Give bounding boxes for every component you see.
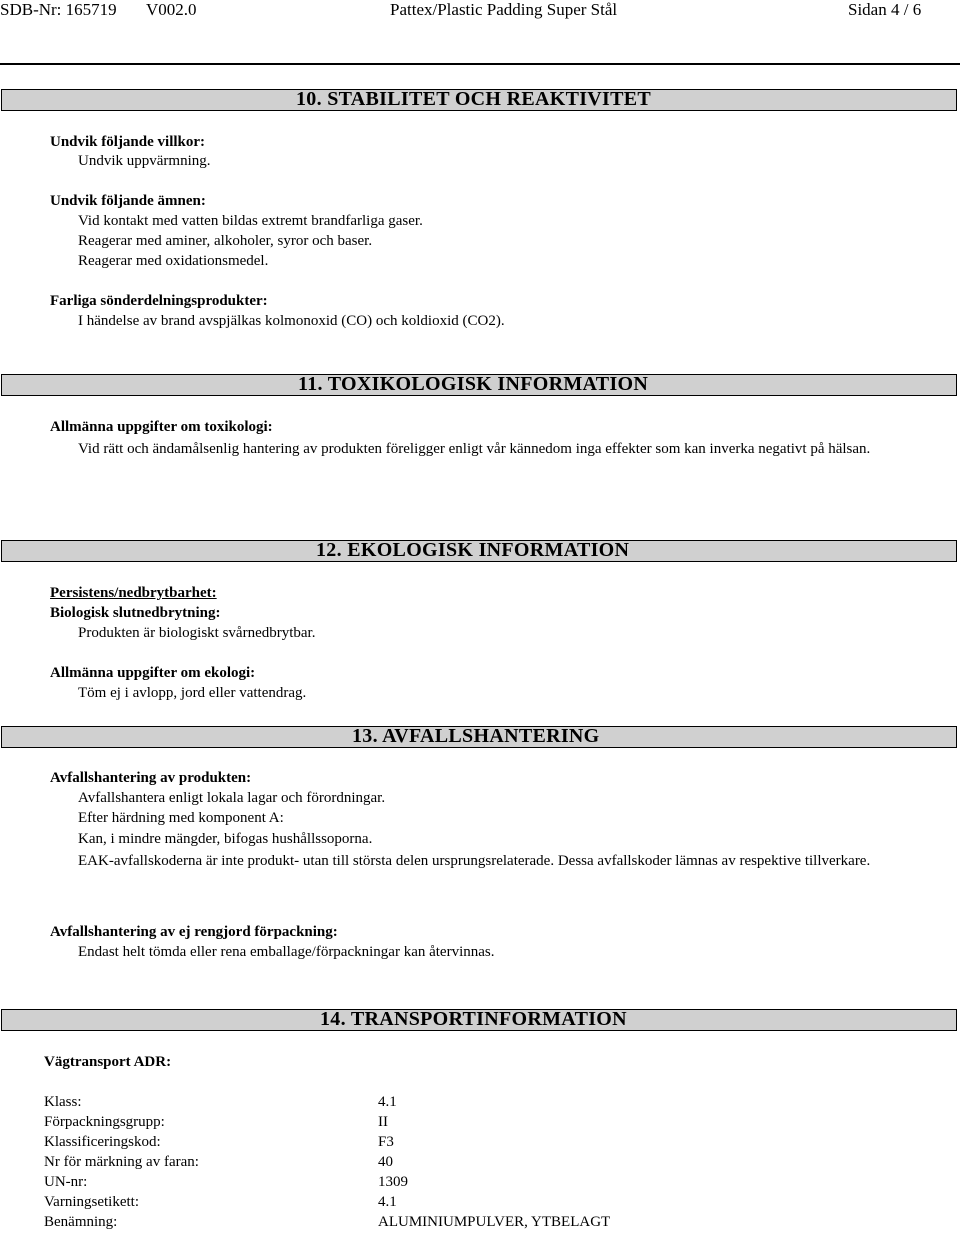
transport-row-value: 4.1: [378, 1194, 397, 1210]
product-name: Pattex/Plastic Padding Super Stål: [390, 0, 618, 19]
section-14-title: 14. TRANSPORTINFORMATION: [320, 1008, 627, 1030]
section-10-title: 10. STABILITET OCH REAKTIVITET: [296, 88, 652, 110]
section-12-title: 12. EKOLOGISK INFORMATION: [316, 539, 630, 561]
avoid-substance-line: Reagerar med aminer, alkoholer, syror och baser.: [78, 233, 373, 249]
transport-row-value: 4.1: [378, 1094, 397, 1110]
avoid-substance-line: Reagerar med oxidationsmedel.: [78, 253, 269, 269]
toxicology-text: Vid rätt och ändamålsenlig hantering av produkten föreligger enligt vår kännedom inga effekter som kan inverka negativt på hälsan.: [78, 441, 871, 457]
section-11-title: 11. TOXIKOLOGISK INFORMATION: [298, 373, 649, 395]
transport-row-value: II: [378, 1114, 388, 1130]
section-13-title: 13. AVFALLSHANTERING: [352, 725, 600, 747]
transport-row-label: Klassificeringskod:: [44, 1134, 161, 1150]
toxicology-label: Allmänna uppgifter om toxikologi:: [50, 419, 273, 435]
biodegradation-text: Produkten är biologiskt svårnedbrytbar.: [78, 625, 316, 641]
eak-text: EAK-avfallskoderna är inte produkt- utan till största delen ursprungsrelaterade. Dessa avfallskoder lämnas av respektive tillverkare.: [78, 853, 871, 869]
waste-product-line: Avfallshantera enligt lokala lagar och förordningar.: [78, 790, 386, 806]
transport-row-value: F3: [378, 1134, 394, 1150]
ecology-label: Allmänna uppgifter om ekologi:: [50, 665, 256, 681]
sdb-number: SDB-Nr: 165719: [0, 0, 117, 19]
transport-row-value: 1309: [378, 1174, 408, 1190]
packaging-label: Avfallshantering av ej rengjord förpackning:: [50, 924, 338, 940]
biodegradation-label: Biologisk slutnedbrytning:: [50, 605, 221, 621]
transport-row-label: Förpackningsgrupp:: [44, 1114, 165, 1130]
transport-row-label: Klass:: [44, 1094, 82, 1110]
transport-row-label: Varningsetikett:: [44, 1194, 139, 1210]
waste-product-line: Kan, i mindre mängder, bifogas hushållssoporna.: [78, 831, 373, 847]
ecology-text: Töm ej i avlopp, jord eller vattendrag.: [78, 685, 307, 701]
transport-row-value: ALUMINIUMPULVER, YTBELAGT: [378, 1214, 611, 1230]
hazardous-products-text: I händelse av brand avspjälkas kolmonoxid (CO) och koldioxid (CO2).: [78, 313, 505, 329]
page-number: Sidan 4 / 6: [848, 0, 922, 19]
transport-row-label: Benämning:: [44, 1214, 118, 1230]
transport-row-label: UN-nr:: [44, 1174, 88, 1190]
avoid-conditions-label: Undvik följande villkor:: [50, 134, 206, 150]
avoid-substance-line: Vid kontakt med vatten bildas extremt brandfarliga gaser.: [78, 213, 423, 229]
avoid-substances-label: Undvik följande ämnen:: [50, 193, 206, 209]
waste-product-line: Efter härdning med komponent A:: [78, 810, 284, 826]
transport-row-value: 40: [378, 1154, 393, 1170]
header-rule: [0, 63, 960, 65]
persistence-label: Persistens/nedbrytbarhet:: [50, 585, 217, 601]
transport-row-label: Nr för märkning av faran:: [44, 1154, 199, 1170]
hazardous-products-label: Farliga sönderdelningsprodukter:: [50, 293, 268, 309]
packaging-text: Endast helt tömda eller rena emballage/förpackningar kan återvinnas.: [78, 944, 495, 960]
road-transport-label: Vägtransport ADR:: [44, 1054, 172, 1070]
avoid-conditions-text: Undvik uppvärmning.: [78, 153, 211, 169]
waste-product-label: Avfallshantering av produkten:: [50, 770, 252, 786]
version: V002.0: [146, 0, 197, 19]
